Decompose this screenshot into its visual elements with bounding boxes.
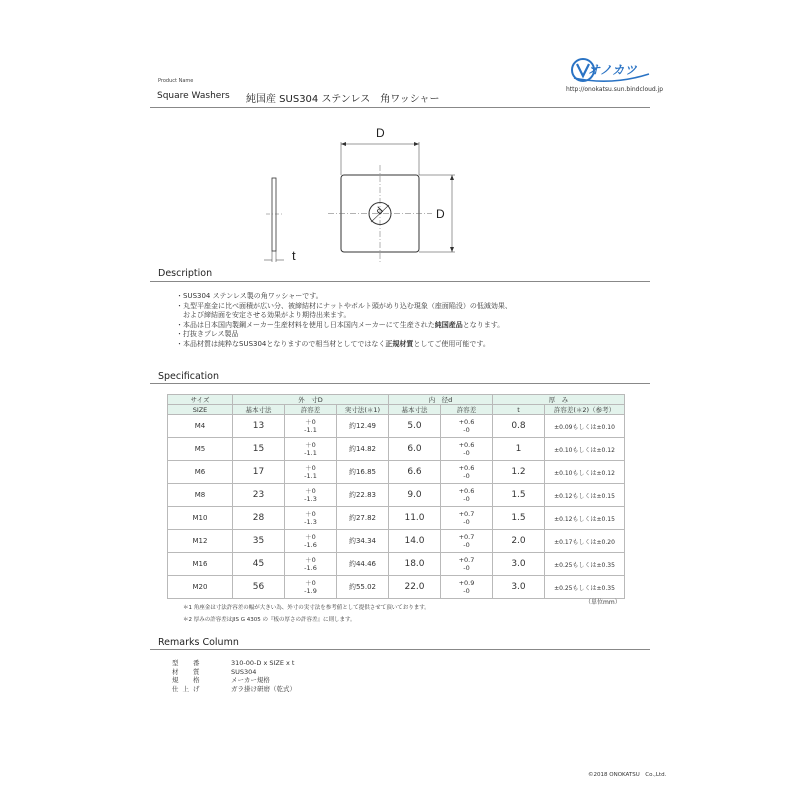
cell-outer-basic: 13 [233, 415, 285, 438]
specification-title: Specification [158, 371, 219, 382]
unit-note: （単位mm） [585, 599, 621, 606]
cell-thickness: 1.5 [493, 507, 545, 530]
cell-inner-basic: 22.0 [389, 576, 441, 599]
cell-size: M8 [168, 484, 233, 507]
cell-inner-tolerance: +0.6 -0 [441, 438, 493, 461]
cell-actual: 約44.46 [337, 553, 389, 576]
cell-inner-basic: 5.0 [389, 415, 441, 438]
cell-size: M12 [168, 530, 233, 553]
cell-outer-tolerance: ＋0 -1.1 [285, 438, 337, 461]
cell-actual: 約27.82 [337, 507, 389, 530]
remarks-row [172, 676, 296, 685]
cell-actual: 約16.85 [337, 461, 389, 484]
side-view [272, 178, 276, 251]
description-item: ・丸型平座金に比べ面積が広い分、被締結材にナットやボルト頭がめり込む現象（座面陥没）の低減効果、 [176, 301, 512, 310]
header-thickness: 厚 み [493, 395, 625, 405]
cell-actual: 約14.82 [337, 438, 389, 461]
cell-actual: 約34.34 [337, 530, 389, 553]
product-name-label: Product Name [158, 78, 194, 84]
cell-outer-basic: 28 [233, 507, 285, 530]
cell-inner-tolerance: +0.7 -0 [441, 507, 493, 530]
title-underline [150, 107, 650, 108]
cell-size: M4 [168, 415, 233, 438]
cell-thickness-tolerance: ±0.10もしくは±0.12 [545, 461, 625, 484]
D-label-top: D [376, 126, 385, 140]
description-item: および締結面を安定させる効果がより期待出来ます。 [176, 311, 351, 320]
cell-inner-basic: 11.0 [389, 507, 441, 530]
title-en: Square Washers [157, 91, 230, 101]
remarks-value: メーカー規格 [231, 676, 270, 685]
t-label: t [292, 248, 296, 263]
note-1: ＊1 角座金は寸法許容差の幅が大きい為、外寸の実寸法を参考値として提供させて頂いております。 [183, 605, 430, 611]
cell-inner-basic: 18.0 [389, 553, 441, 576]
cell-inner-tolerance: +0.7 -0 [441, 530, 493, 553]
cell-thickness: 3.0 [493, 553, 545, 576]
remarks-row [172, 659, 296, 668]
cell-thickness: 2.0 [493, 530, 545, 553]
cell-outer-tolerance: ＋0 -1.1 [285, 415, 337, 438]
header-tolerance-ref: 許容差(＊2)（参考） [545, 405, 625, 415]
description-item: ・打抜きプレス製品 [176, 330, 239, 339]
site-url[interactable]: http://onokatsu.sun.bindcloud.jp [566, 86, 664, 93]
description-divider [150, 281, 650, 282]
cell-outer-tolerance: ＋0 -1.3 [285, 484, 337, 507]
cell-inner-basic: 6.6 [389, 461, 441, 484]
cell-thickness-tolerance: ±0.25もしくは±0.35 [545, 576, 625, 599]
description-item: ・本品は日本国内製鋼メーカー生産材料を使用し日本国内メーカーにて生産された純国産品となります。 [176, 320, 505, 329]
description-item: ・SUS304 ステンレス製の角ワッシャーです。 [176, 292, 323, 300]
remarks-row [172, 668, 296, 677]
cell-thickness: 1 [493, 438, 545, 461]
cell-actual: 約12.49 [337, 415, 389, 438]
cell-actual: 約55.02 [337, 576, 389, 599]
cell-thickness-tolerance: ±0.17もしくは±0.20 [545, 530, 625, 553]
logo-text: オノカツ [588, 63, 638, 77]
cell-outer-basic: 45 [233, 553, 285, 576]
cell-thickness-tolerance: ±0.12もしくは±0.15 [545, 484, 625, 507]
cell-outer-tolerance: ＋0 -1.6 [285, 553, 337, 576]
cell-outer-tolerance: ＋0 -1.3 [285, 507, 337, 530]
table-row [168, 576, 625, 599]
header-basic2: 基本寸法 [389, 405, 441, 415]
cell-inner-tolerance: +0.6 -0 [441, 461, 493, 484]
table-row [168, 484, 625, 507]
remarks-row [172, 685, 296, 694]
cell-inner-tolerance: +0.7 -0 [441, 553, 493, 576]
d-label: d [374, 205, 386, 218]
cell-inner-tolerance: +0.6 -0 [441, 415, 493, 438]
table-row [168, 530, 625, 553]
cell-thickness: 1.5 [493, 484, 545, 507]
cell-outer-tolerance: ＋0 -1.1 [285, 461, 337, 484]
cell-thickness-tolerance: ±0.25もしくは±0.35 [545, 553, 625, 576]
cell-size: M6 [168, 461, 233, 484]
header-basic: 基本寸法 [233, 405, 285, 415]
cell-inner-tolerance: +0.9 -0 [441, 576, 493, 599]
header-inner: 内 径d [389, 395, 493, 405]
cell-thickness: 3.0 [493, 576, 545, 599]
cell-thickness: 1.2 [493, 461, 545, 484]
cell-size: M20 [168, 576, 233, 599]
remarks-list [172, 659, 296, 693]
header-actual: 実寸法(＊1) [337, 405, 389, 415]
description-title: Description [158, 268, 213, 279]
description-item: ・本品材質は純粋なSUS304となりますので相当材としてではなく正規材質としてご使用可能です。 [176, 339, 490, 348]
D-label-side: D [436, 207, 445, 221]
cell-thickness-tolerance: ±0.12もしくは±0.15 [545, 507, 625, 530]
table-row [168, 415, 625, 438]
cell-outer-basic: 56 [233, 576, 285, 599]
cell-size: M5 [168, 438, 233, 461]
cell-thickness-tolerance: ±0.10もしくは±0.12 [545, 438, 625, 461]
table-row [168, 553, 625, 576]
cell-inner-basic: 6.0 [389, 438, 441, 461]
header-tolerance: 許容差 [285, 405, 337, 415]
remarks-label: 仕上げ [172, 684, 204, 693]
remarks-divider [150, 649, 650, 650]
header-tolerance2: 許容差 [441, 405, 493, 415]
washer-drawing [240, 120, 480, 270]
cell-size: M16 [168, 553, 233, 576]
cell-thickness: 0.8 [493, 415, 545, 438]
cell-inner-basic: 9.0 [389, 484, 441, 507]
table-row [168, 507, 625, 530]
description-list [176, 292, 512, 350]
spec-table [167, 394, 625, 599]
remarks-value: 310-00-D x SIZE x t [231, 659, 295, 667]
remarks-label: 型 番 [172, 659, 204, 667]
title-jp: 純国産 SUS304 ステンレス 角ワッシャー [246, 94, 440, 105]
cell-thickness-tolerance: ±0.09もしくは±0.10 [545, 415, 625, 438]
header-outer: 外 寸D [233, 395, 389, 405]
cell-outer-tolerance: ＋0 -1.9 [285, 576, 337, 599]
cell-outer-basic: 17 [233, 461, 285, 484]
copyright: ©2018 ONOKATSU Co.,Ltd. [588, 772, 667, 778]
remarks-title: Remarks Column [158, 637, 239, 648]
table-row [168, 438, 625, 461]
cell-outer-basic: 35 [233, 530, 285, 553]
table-row [168, 461, 625, 484]
remarks-label: 材 質 [172, 667, 204, 676]
remarks-value: SUS304 [231, 667, 257, 676]
cell-outer-basic: 23 [233, 484, 285, 507]
title-row [150, 88, 650, 108]
cell-outer-basic: 15 [233, 438, 285, 461]
header-size-jp: サイズ [168, 395, 233, 405]
header-t: t [493, 405, 545, 415]
cell-inner-tolerance: +0.6 -0 [441, 484, 493, 507]
header-size-en: SIZE [168, 405, 233, 415]
specification-divider [150, 383, 650, 384]
cell-size: M10 [168, 507, 233, 530]
cell-outer-tolerance: ＋0 -1.6 [285, 530, 337, 553]
remarks-label: 規 格 [172, 676, 204, 685]
spec-table-body [168, 415, 625, 599]
remarks-value: ガラ掛け研磨（乾式） [231, 684, 296, 693]
cell-inner-basic: 14.0 [389, 530, 441, 553]
cell-actual: 約22.83 [337, 484, 389, 507]
note-2: ＊2 厚みの許容差はJIS G 4305 の『板の厚さの許容差』に則します。 [183, 617, 356, 623]
